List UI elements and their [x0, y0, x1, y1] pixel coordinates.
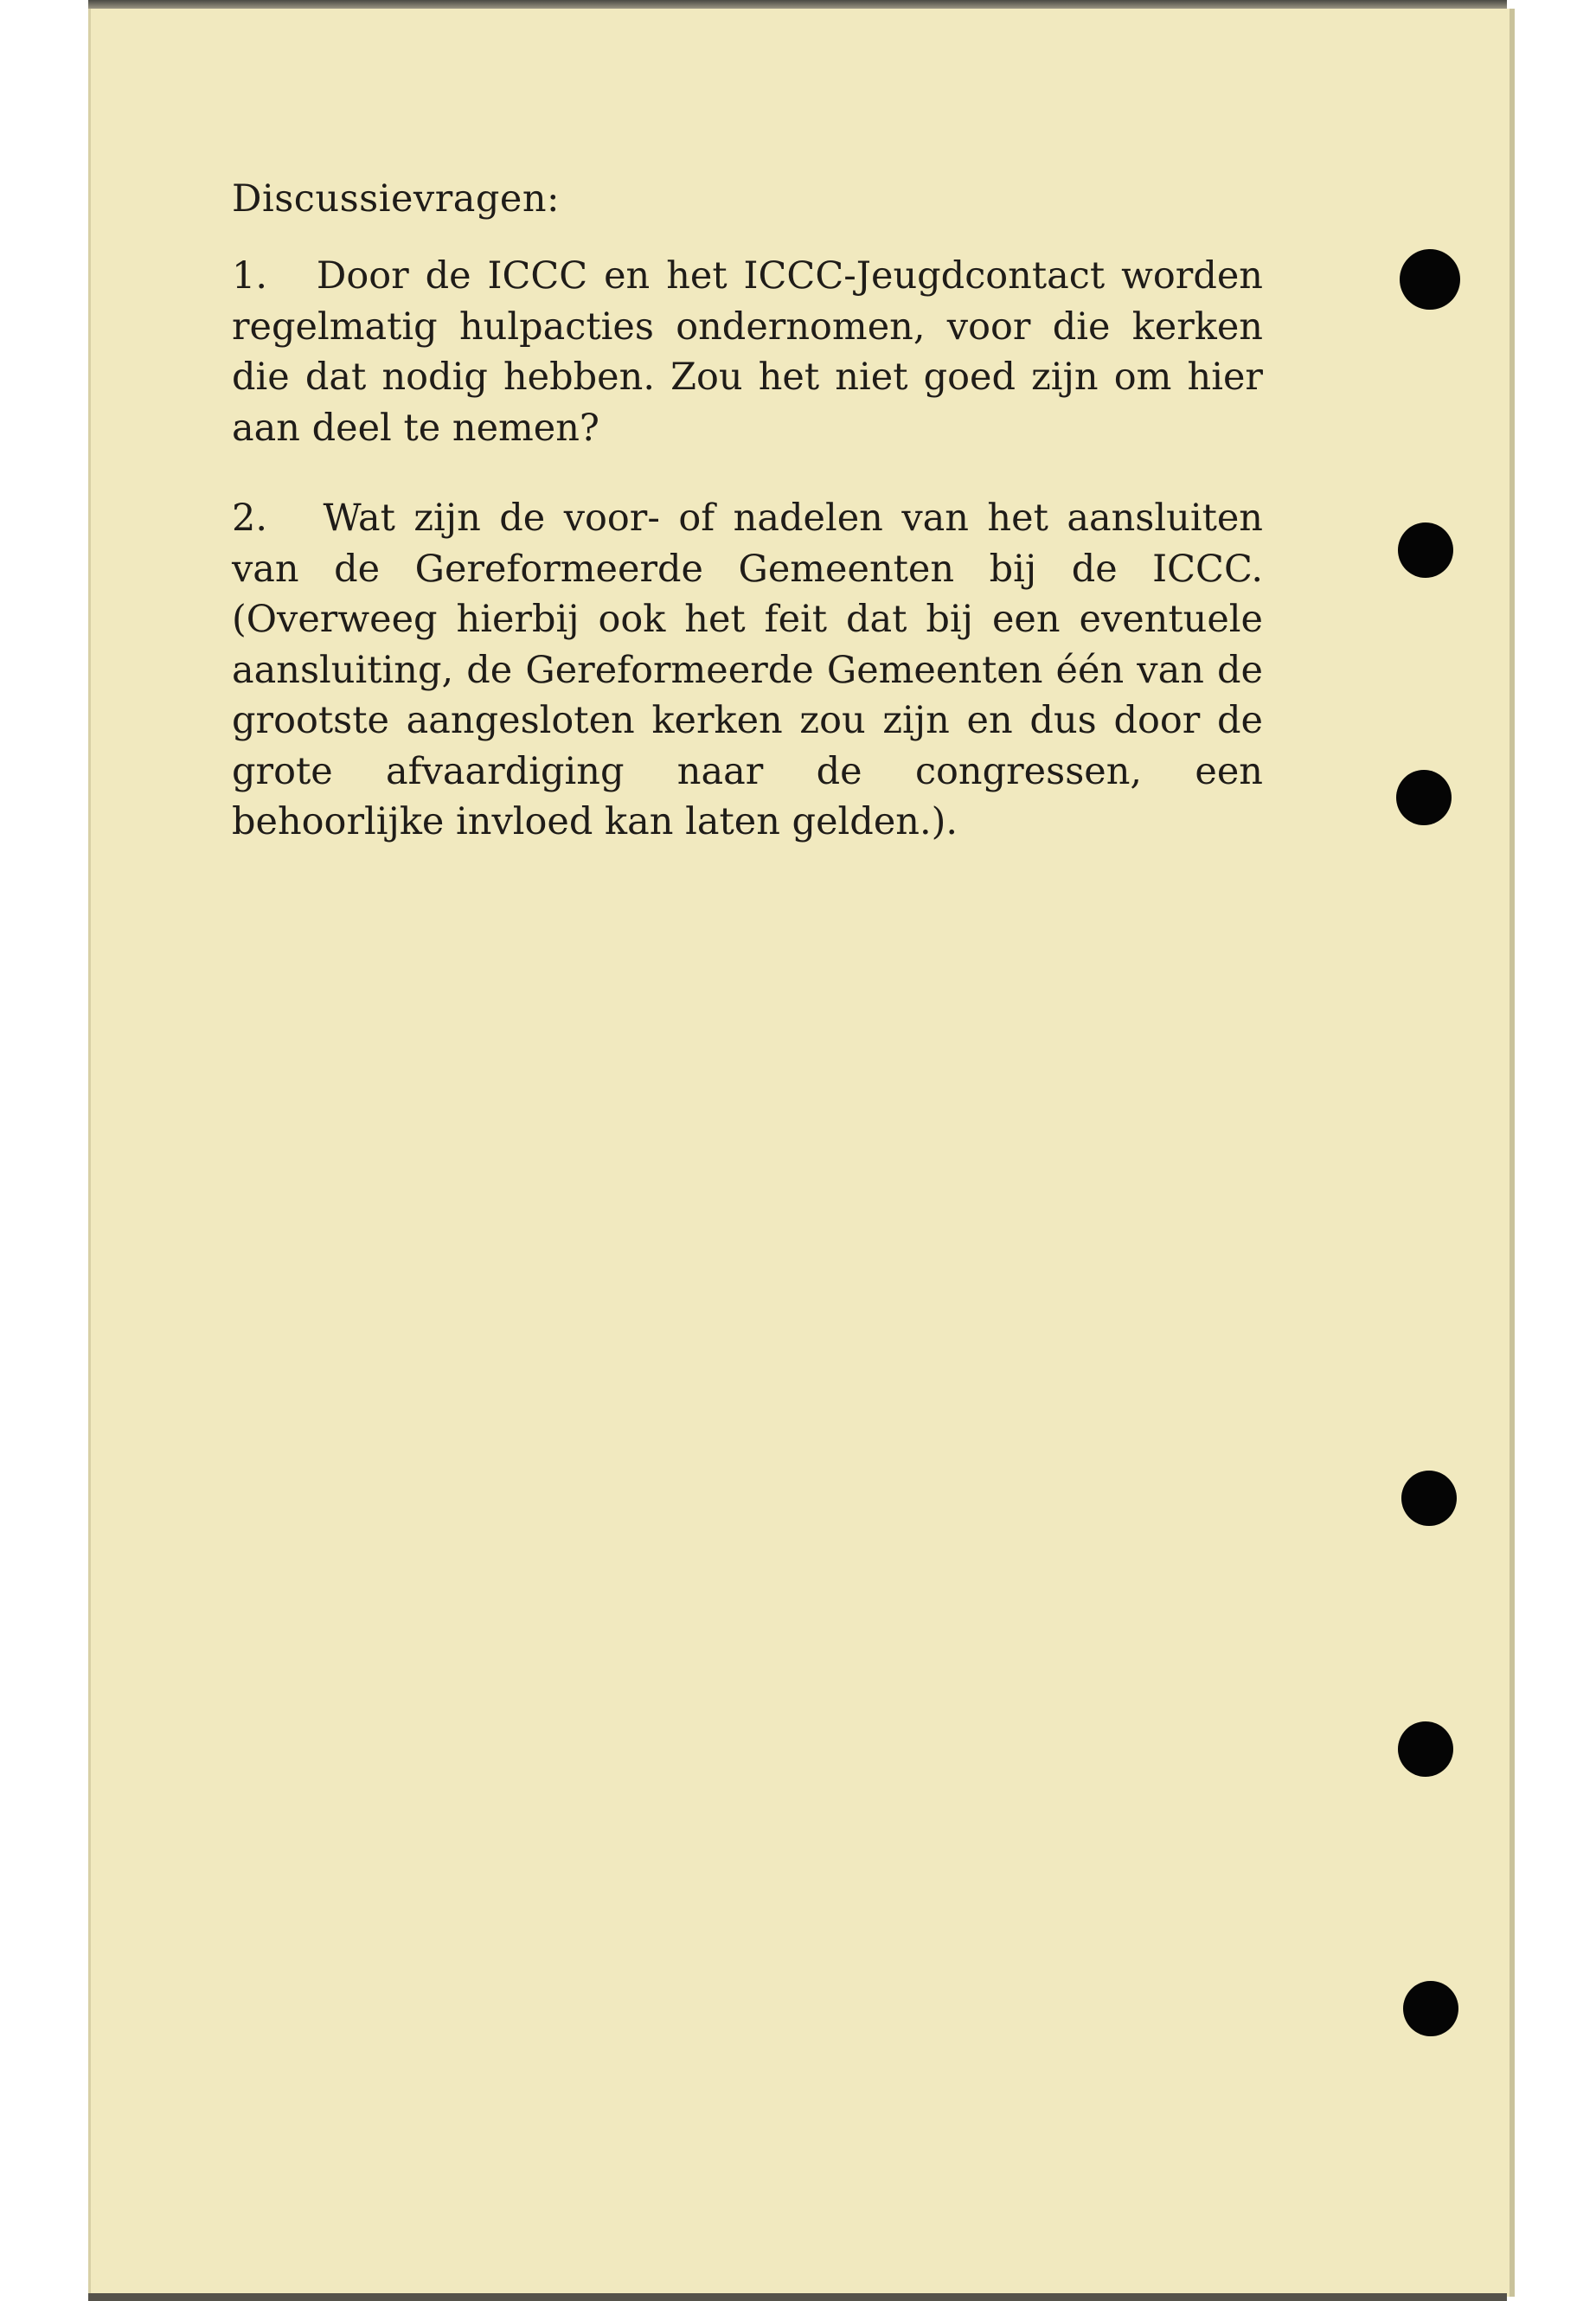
punch-hole [1400, 249, 1460, 310]
page-title: Discussievragen: [232, 177, 561, 221]
document-content [232, 173, 1263, 888]
punch-hole [1398, 522, 1453, 578]
question-2 [232, 493, 1263, 848]
punch-hole [1398, 1721, 1453, 1777]
punch-hole [1403, 1981, 1458, 2036]
question-2-text: Wat zijn de voor- of nadelen van het aansluiten van de Gereformeerde Gemeenten bij de ICCC. (Overweeg hierbij ook het feit dat bij een eventuele aansluiting, de Gereformeerde Gemeenten één van de grootste aangesloten kerken zou zijn en dus door de grote afvaardiging naar de congressen, een behoorlijke invloed kan laten gelden.). [232, 497, 1263, 843]
question-2-number: 2. [232, 497, 268, 540]
punch-hole [1396, 770, 1452, 825]
question-1-text: Door de ICCC en het ICCC-Jeugdcontact worden regelmatig hulpacties ondernomen, voor die kerken die dat nodig hebben. Zou het niet goed zijn om hier aan deel te nemen? [232, 254, 1263, 450]
scan-top-edge [88, 0, 1507, 9]
question-1 [232, 251, 1263, 453]
punch-hole [1401, 1471, 1457, 1526]
scan-bottom-edge [88, 2293, 1507, 2301]
question-1-number: 1. [232, 254, 268, 298]
